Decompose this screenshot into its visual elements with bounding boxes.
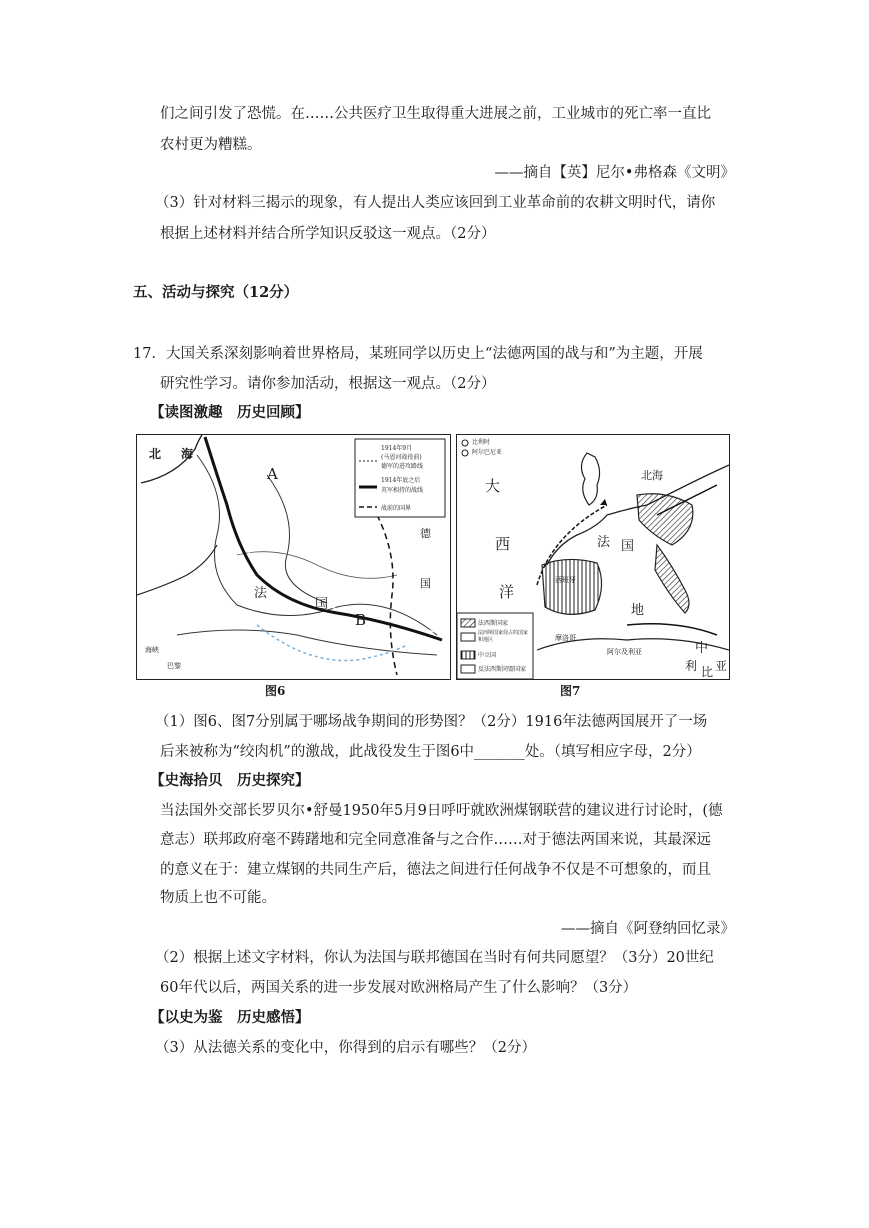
sea-label: 中 <box>695 641 709 656</box>
sea-label: 地 <box>631 603 645 618</box>
legend-text: 英军相持的战线 <box>381 487 424 494</box>
source-citation: ——摘自【英】尼尔•弗格森《文明》 <box>494 165 735 181</box>
sea-label: 北 <box>149 447 162 461</box>
source-citation: ——摘自《阿登纳回忆录》 <box>561 921 735 937</box>
legend-text: 比利时 <box>472 439 491 446</box>
passage-text: 意志）联邦政府毫不踌躇地和完全同意准备与之合作……对于德法两国来说，其最深远 <box>160 832 711 848</box>
subheading: 【以史为鉴 历史感悟】 <box>150 1009 310 1026</box>
marker-b: B <box>355 611 367 629</box>
subheading: 【读图激趣 历史回顾】 <box>150 404 310 421</box>
country-label-france: 国 <box>315 597 329 612</box>
section-heading: 五、活动与探究（12分） <box>133 284 299 301</box>
text-line: 们之间引发了恐慌。在……公共医疗卫生取得重大进展之前，工业城市的死亡率一直比 <box>160 106 711 122</box>
ocean-label: 大 <box>485 477 501 495</box>
question-3-text: （3）从法德关系的变化中，你得到的启示有哪些？（2分） <box>155 1040 536 1056</box>
ocean-label: 洋 <box>499 583 515 601</box>
country-label: 利 <box>685 659 698 673</box>
question-1-text: 后来被称为“绞肉机”的激战，此战役发生于图6中_______处。（填写相应字母，2分） <box>160 744 701 760</box>
legend-text: 阿尔巴尼亚 <box>472 449 503 456</box>
figure-6-caption: 图6 <box>265 684 286 698</box>
subheading: 【史海拾贝 历史探究】 <box>150 772 310 789</box>
country-label: 亚 <box>715 659 728 673</box>
legend-text: 法西斯国家侵占的国家和地区 <box>478 630 529 643</box>
country-label: 比 <box>701 665 714 679</box>
question-3-text: （3）针对材料三揭示的现象，有人提出人类应该回到工业革命前的农耕文明时代，请你 <box>155 195 716 211</box>
figure-6-map-drawing <box>137 435 450 679</box>
question-17-text: 17．大国关系深刻影响着世界格局，某班同学以历史上“法德两国的战与和”为主题，开展 <box>133 346 703 362</box>
question-2-text: （2）根据上述文字材料，你认为法国与联邦德国在当时有何共同愿望？（3分）20世纪 <box>155 950 714 966</box>
country-label-germany: 国 <box>420 577 431 590</box>
legend-text: 1914年9月 <box>381 445 413 452</box>
country-label: 西班牙 <box>555 576 576 584</box>
legend-text: 中立国 <box>478 652 497 659</box>
country-label-france: 国 <box>621 539 635 554</box>
marker-a: A <box>267 465 278 483</box>
passage-text: 当法国外交部长罗贝尔•舒曼1950年5月9日呼吁就欧洲煤钢联营的建议进行讨论时，(德 <box>160 803 723 819</box>
legend-text: 反法西斯同盟国家 <box>478 666 527 673</box>
country-label: 阿尔及利亚 <box>607 648 642 656</box>
ocean-label: 西 <box>495 535 511 553</box>
legend-text: (马恩河战役前) <box>381 454 422 461</box>
question-17-text: 研究性学习。请你参加活动，根据这一观点。（2分） <box>160 376 496 392</box>
legend-text: 战前的国界 <box>381 505 412 512</box>
text-line: 农村更为糟糕。 <box>160 137 262 153</box>
country-label-france: 法 <box>254 586 268 601</box>
figure-7-map <box>456 434 730 680</box>
legend-text: 1914年底之后 <box>381 477 421 484</box>
figure-7-caption: 图7 <box>560 684 581 698</box>
question-3-text: 根据上述材料并结合所学知识反驳这一观点。（2分） <box>160 226 496 242</box>
passage-text: 的意义在于：建立煤钢的共同生产后，德法之间进行任何战争不仅是不可想象的，而且 <box>160 862 711 878</box>
sea-label: 海 <box>181 447 194 461</box>
question-1-text: （1）图6、图7分别属于哪场战争期间的形势图？（2分）1916年法德两国展开了一场 <box>155 714 708 730</box>
country-label-france: 法 <box>597 535 611 550</box>
legend-text: 德军的进攻路线 <box>381 463 424 470</box>
question-2-text: 60年代以后，两国关系的进一步发展对欧洲格局产生了什么影响？（3分） <box>160 980 638 996</box>
country-label-germany: 德 <box>420 527 431 540</box>
passage-text: 物质上也不可能。 <box>160 890 276 906</box>
place-label: 海峡 <box>145 646 159 654</box>
place-label: 巴黎 <box>167 662 181 670</box>
country-label: 摩洛哥 <box>555 634 576 642</box>
sea-label: 北海 <box>641 469 663 482</box>
legend-text: 法西斯国家 <box>478 620 509 627</box>
figure-6-map <box>136 434 451 680</box>
